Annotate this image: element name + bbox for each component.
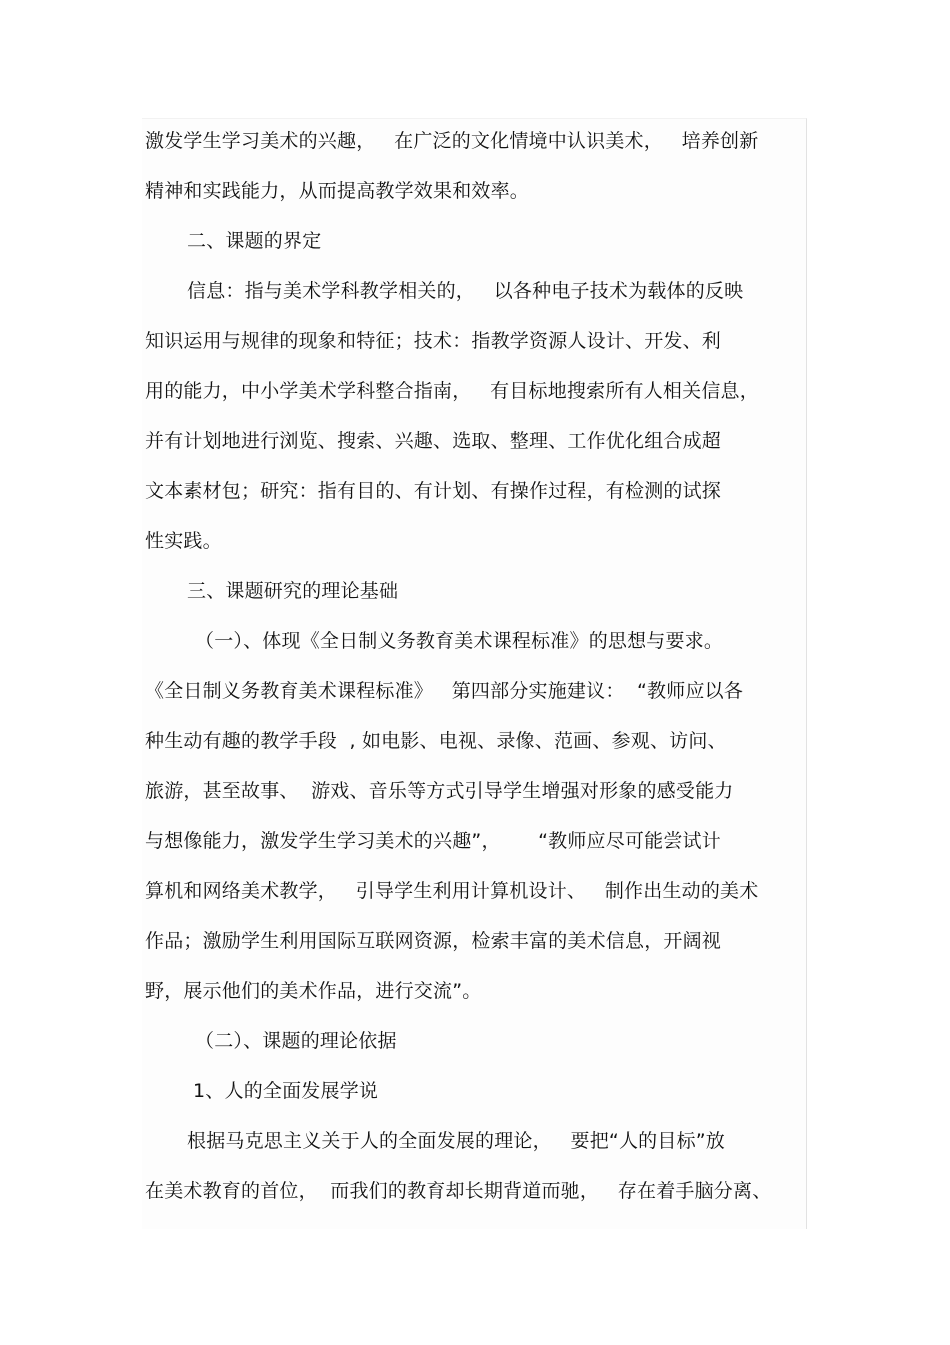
paragraph-line: 在美术教育的首位， 而我们的教育却长期背道而驰， 存在着手脑分离、 xyxy=(145,1180,772,1202)
subsection-heading: 1、人的全面发展学说 xyxy=(193,1080,379,1102)
section-heading: 二、课题的界定 xyxy=(187,230,322,252)
paragraph-line: 用的能力，中小学美术学科整合指南， 有目标地搜索所有人相关信息， xyxy=(145,380,759,402)
paragraph-line: 旅游，甚至故事、 游戏、音乐等方式引导学生增强对形象的感受能力 xyxy=(145,780,734,802)
paragraph-line: 知识运用与规律的现象和特征；技术：指教学资源人设计、开发、利 xyxy=(145,330,722,352)
subsection-heading: （一）、体现《全日制义务教育美术课程标准》的思想与要求。 xyxy=(195,630,724,652)
paragraph-line: 并有计划地进行浏览、搜索、兴趣、选取、整理、工作优化组合成超 xyxy=(145,430,722,452)
paragraph-line: 激发学生学习美术的兴趣， 在广泛的文化情境中认识美术， 培养创新 xyxy=(145,130,759,152)
paragraph-line: 与想像能力，激发学生学习美术的兴趣”， “教师应尽可能尝试计 xyxy=(145,830,721,852)
document-body xyxy=(145,116,805,1216)
paragraph-line: 性实践。 xyxy=(145,530,222,552)
paragraph-line: 野，展示他们的美术作品，进行交流”。 xyxy=(145,980,482,1002)
paragraph-line: 算机和网络美术教学， 引导学生利用计算机设计、 制作出生动的美术 xyxy=(145,880,759,902)
paragraph-line: 信息：指与美术学科教学相关的， 以各种电子技术为载体的反映 xyxy=(187,280,744,302)
subsection-heading: （二）、课题的理论依据 xyxy=(195,1030,397,1052)
paragraph-line: 根据马克思主义关于人的全面发展的理论， 要把“人的目标”放 xyxy=(187,1130,726,1152)
paragraph-line: 种生动有趣的教学手段 , 如电影、电视、录像、范画、参观、访问、 xyxy=(145,730,727,752)
paragraph-line: 文本素材包；研究：指有目的、有计划、有操作过程，有检测的试探 xyxy=(145,480,722,502)
paragraph-line: 精神和实践能力，从而提高教学效果和效率。 xyxy=(145,180,530,202)
section-heading: 三、课题研究的理论基础 xyxy=(187,580,399,602)
paragraph-line: 《全日制义务教育美术课程标准》 第四部分实施建议： “教师应以各 xyxy=(145,680,744,702)
paragraph-line: 作品；激励学生利用国际互联网资源，检索丰富的美术信息，开阔视 xyxy=(145,930,722,952)
